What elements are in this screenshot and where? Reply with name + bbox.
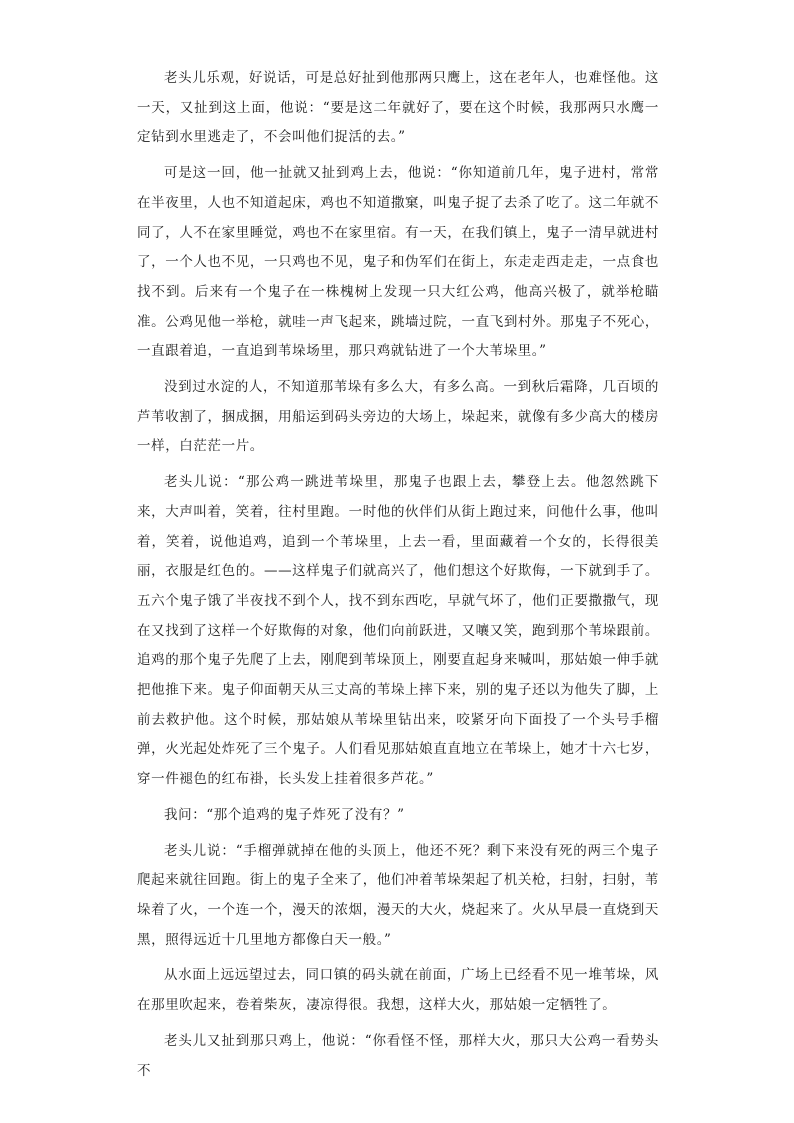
paragraph: 没到过水淀的人，不知道那苇垛有多么大，有多么高。一到秋后霜降，几百顷的芦苇收割了，捆成捆，用船运到码头旁边的大场上，垛起来，就像有多少高大的楼房一样，白茫茫一片。 <box>137 379 659 455</box>
paragraph: 从水面上远远望过去，同口镇的码头就在前面，广场上已经看不见一堆苇垛，风在那里吹起来，卷着柴灰，凄凉得很。我想，这样大火，那姑娘一定牺牲了。 <box>137 967 659 1014</box>
article-body <box>137 64 659 1092</box>
paragraph: 可是这一回，他一扯就又扯到鸡上去，他说：“你知道前几年，鬼子进村，常常在半夜里，人也不知道起床，鸡也不知道撒窠，叫鬼子捉了去杀了吃了。这二年就不同了，人不在家里睡觉，鸡也不在家里宿。有一天，在我们镇上，鬼子一清早就进村了，一个人也不见，一只鸡也不见，鬼子和伪军们在街上，东走走西走走，一点食也找不到。后来有一个鬼子在一株槐树上发现一只大红公鸡，他高兴极了，就举枪瞄准。公鸡见他一举枪，就哇一声飞起来，跳墙过院，一直飞到村外。那鬼子不死心，一直跟着追，一直追到苇垛场里，那只鸡就钻进了一个大苇垛里。” <box>137 165 659 360</box>
paragraph: 老头儿乐观，好说话，可是总好扯到他那两只鹰上，这在老年人，也难怪他。这一天，又扯到这上面，他说：“要是这二年就好了，要在这个时候，我那两只水鹰一定钻到水里逃走了，不会叫他们捉活的去。” <box>137 70 659 146</box>
paragraph: 老头儿说：“那公鸡一跳进苇垛里，那鬼子也跟上去，攀登上去。他忽然跳下来，大声叫着，笑着，往村里跑。一时他的伙伴们从街上跑过来，问他什么事，他叫着，笑着，说他追鸡，追到一个苇垛里，上去一看，里面藏着一个女的，长得很美丽，衣服是红色的。——这样鬼子们就高兴了，他们想这个好欺侮，一下就到手了。五六个鬼子饿了半夜找不到个人，找不到东西吃，早就气坏了，他们正要撒撒气，现在又找到了这样一个好欺侮的对象，他们向前跃进，又嚷又笑，跑到那个苇垛跟前。追鸡的那个鬼子先爬了上去，刚爬到苇垛顶上，刚要直起身来喊叫，那姑娘一伸手就把他推下来。鬼子仰面朝天从三丈高的苇垛上摔下来，别的鬼子还以为他失了脚，上前去救护他。这个时候，那姑娘从苇垛里钻出来，咬紧牙向下面投了一个头号手榴弹，火光起处炸死了三个鬼子。人们看见那姑娘直直地立在苇垛上，她才十六七岁，穿一件褪色的红布褂，长头发上挂着很多芦花。” <box>137 474 659 788</box>
paragraph: 老头儿说：“手榴弹就掉在他的头顶上，他还不死？剩下来没有死的两三个鬼子爬起来就往回跑。街上的鬼子全来了，他们冲着苇垛架起了机关枪，扫射，扫射，苇垛着了火，一个连一个，漫天的浓烟，漫天的大火，烧起来了。火从早晨一直烧到天黑，照得远近十几里地方都像白天一般。” <box>137 842 659 948</box>
paragraph: 老头儿又扯到那只鸡上，他说：“你看怪不怪，那样大火，那只大公鸡一看势头不 <box>137 1032 659 1079</box>
paragraph: 我问：“那个追鸡的鬼子炸死了没有？” <box>164 806 405 823</box>
